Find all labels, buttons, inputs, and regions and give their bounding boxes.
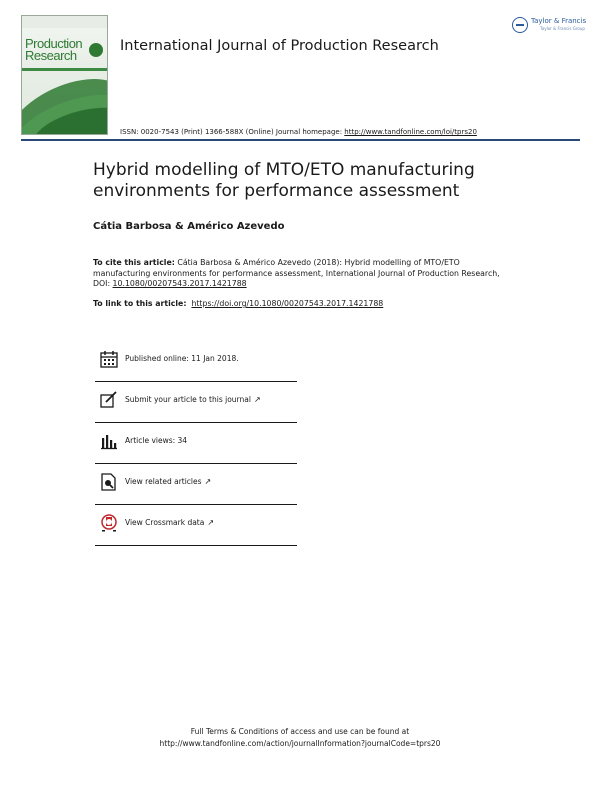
publisher-sub: Taylor & Francis Group	[540, 26, 585, 31]
issn-line	[120, 128, 477, 136]
journal-homepage-link[interactable]: http://www.tandfonline.com/loi/tprs20	[344, 128, 477, 136]
publisher-logo	[512, 16, 587, 36]
article-title: Hybrid modelling of MTO/ETO manufacturing environments for performance assessment	[93, 160, 475, 201]
publisher-name: Taylor & Francis	[531, 17, 587, 25]
external-link-icon: ↗	[207, 518, 215, 527]
crossmark-link[interactable]	[125, 518, 214, 527]
related-articles-link[interactable]	[125, 477, 211, 486]
journal-cover	[21, 15, 108, 135]
article-views: Article views: 34	[125, 436, 188, 445]
published-row	[95, 340, 297, 382]
crossmark-icon	[100, 514, 118, 532]
journal-name: International Journal of Production Research	[120, 38, 439, 54]
cover-top-band	[22, 16, 107, 28]
cover-badge	[89, 43, 103, 57]
citation-label: To cite this article:	[93, 258, 175, 267]
related-row[interactable]	[95, 463, 297, 505]
footer	[0, 726, 600, 750]
submit-article-label: Submit your article to this journal	[125, 395, 251, 404]
calendar-icon	[100, 350, 118, 368]
cover-title-line2: Research	[25, 48, 77, 63]
link-block	[93, 299, 383, 308]
article-authors: Cátia Barbosa & Américo Azevedo	[93, 221, 285, 232]
cover-title	[25, 38, 82, 62]
citation-block	[93, 258, 513, 290]
publisher-logo-icon	[512, 17, 528, 33]
external-link-icon: ↗	[204, 477, 212, 486]
published-date: Published online: 11 Jan 2018.	[125, 354, 239, 363]
terms-link[interactable]: http://www.tandfonline.com/action/journalInformation?journalCode=tprs20	[159, 739, 441, 748]
external-link-icon: ↗	[253, 395, 261, 404]
crossmark-label: View Crossmark data	[125, 518, 205, 527]
issn-text: ISSN: 0020-7543 (Print) 1366-588X (Online) Journal homepage:	[120, 128, 345, 136]
submit-article-link[interactable]	[125, 395, 261, 404]
citation-text: Cátia Barbosa & Américo Azevedo (2018): Hybrid modelling of MTO/ETO manufacturing environments for performance assessment, International Journal of Production Research, DOI:	[93, 258, 500, 288]
footer-line1: Full Terms & Conditions of access and use can be found at	[190, 727, 410, 736]
cover-band	[22, 68, 107, 71]
search-document-icon	[100, 473, 118, 491]
bar-chart-icon	[100, 432, 118, 450]
cover-title-line1: Production	[25, 36, 83, 51]
article-doi-link[interactable]: https://doi.org/10.1080/00207543.2017.1421788	[191, 299, 384, 308]
edit-icon	[100, 391, 118, 409]
citation-doi-link[interactable]: 10.1080/00207543.2017.1421788	[112, 279, 247, 288]
link-label: To link to this article:	[93, 299, 187, 308]
header-divider	[21, 139, 580, 141]
views-row	[95, 422, 297, 464]
crossmark-row[interactable]	[95, 504, 297, 546]
submit-row[interactable]	[95, 381, 297, 423]
related-articles-label: View related articles	[125, 477, 202, 486]
